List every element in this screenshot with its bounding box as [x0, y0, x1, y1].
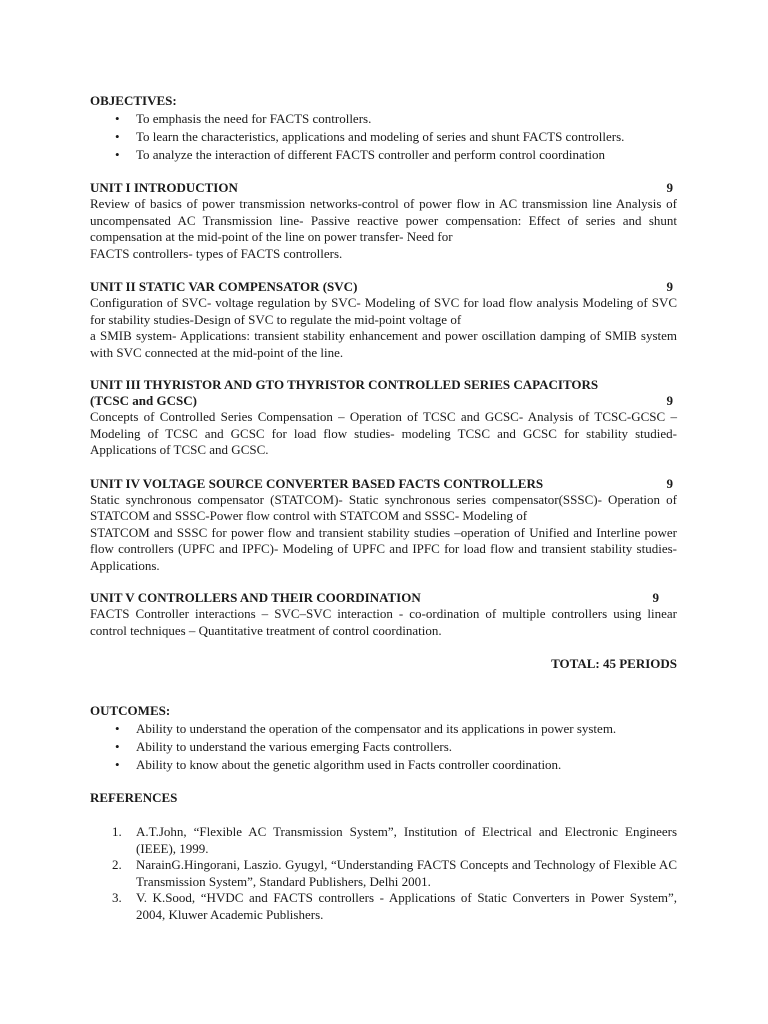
- unit-paragraph: a SMIB system- Applications: transient stability enhancement and power oscillation damping of SMIB system with SVC connected at the mid-point of the line.: [90, 328, 677, 360]
- unit-hours: 9: [652, 590, 659, 605]
- outcomes-list: [90, 720, 677, 774]
- unit-paragraph: Static synchronous compensator (STATCOM)- Static synchronous series compensator(SSSC)- Operation of STATCOM and SSSC-Power flow control with STATCOM and SSSC- Modeling of: [90, 491, 677, 523]
- unit-title: UNIT I INTRODUCTION: [90, 180, 238, 195]
- unit-3: [90, 377, 677, 459]
- objectives-heading: OBJECTIVES:: [90, 93, 177, 108]
- unit-heading: [90, 279, 677, 295]
- unit-hours: 9: [666, 475, 673, 491]
- unit-title: UNIT V CONTROLLERS AND THEIR COORDINATION: [90, 590, 421, 605]
- outcome-item: • Ability to know about the genetic algorithm used in Facts controller coordination.: [136, 756, 677, 774]
- unit-paragraph: FACTS Controller interactions – SVC–SVC interaction - co-ordination of multiple controllers using linear control techniques – Quantitative treatment of control coordination.: [90, 606, 677, 638]
- reference-item: [112, 857, 677, 890]
- references-section: [90, 790, 677, 923]
- unit-title: UNIT III THYRISTOR AND GTO THYRISTOR CONTROLLED SERIES CAPACITORS: [90, 377, 599, 392]
- references-list: [90, 824, 677, 923]
- total-periods: TOTAL: 45 PERIODS: [551, 656, 677, 671]
- unit-2: [90, 279, 677, 361]
- unit-heading: [90, 590, 677, 606]
- unit-body: [90, 295, 677, 361]
- unit-title-line: [90, 377, 677, 393]
- objective-item: • To learn the characteristics, applications and modeling of series and shunt FACTS controllers.: [136, 128, 677, 146]
- unit-title: UNIT IV VOLTAGE SOURCE CONVERTER BASED FACTS CONTROLLERS: [90, 475, 544, 491]
- unit-heading: [90, 180, 677, 196]
- reference-item: [112, 824, 677, 857]
- outcomes-section: [90, 703, 677, 774]
- unit-paragraph: FACTS controllers- types of FACTS controllers.: [90, 245, 343, 261]
- unit-1: [90, 180, 677, 262]
- reference-text: A.T.John, “Flexible AC Transmission System”, Institution of Electrical and Electronic Engineers (IEEE), 1999.: [136, 824, 677, 856]
- objective-item: • To emphasis the need for FACTS controllers.: [136, 110, 677, 128]
- unit-paragraph: Review of basics of power transmission networks-control of power flow in AC transmission line Analysis of uncompensated AC Transmission line- Passive reactive power compensation: Effect of series and shunt compensation at the mid-point of the line on power transfer- Need for: [90, 196, 677, 244]
- unit-body: [90, 492, 677, 575]
- unit-5: [90, 590, 677, 639]
- objective-item: • To analyze the interaction of different FACTS controller and perform control coordination: [136, 146, 677, 164]
- outcome-item: • Ability to understand the operation of the compensator and its applications in power system.: [136, 720, 677, 738]
- outcomes-heading: OUTCOMES:: [90, 703, 171, 718]
- reference-number: 1.: [112, 824, 122, 839]
- unit-body: [90, 196, 677, 262]
- syllabus-page: [90, 93, 677, 923]
- unit-title: UNIT II STATIC VAR COMPENSATOR (SVC): [90, 279, 358, 294]
- unit-paragraph: STATCOM and SSSC for power flow and transient stability studies –operation of Unified and Interline power flow controllers (UPFC and IPFC)- Modeling of UPFC and IPFC for load flow and transient stability studies- Applications.: [90, 524, 677, 573]
- reference-number: 2.: [112, 857, 122, 872]
- objectives-list: [90, 110, 677, 164]
- reference-number: 3.: [112, 890, 122, 905]
- unit-body: [90, 606, 677, 639]
- reference-text: V. K.Sood, “HVDC and FACTS controllers - Applications of Static Converters in Power System”, 2004, Kluwer Academic Publishers.: [136, 890, 677, 922]
- unit-heading: [90, 476, 677, 492]
- reference-text: NarainG.Hingorani, Laszio. Gyugyl, “Understanding FACTS Concepts and Technology of Flexible AC Transmission System”, Standard Publishers, Delhi 2001.: [136, 857, 677, 889]
- unit-title-continued: (TCSC and GCSC): [90, 393, 197, 408]
- references-heading: REFERENCES: [90, 790, 178, 805]
- unit-hours: 9: [666, 279, 673, 294]
- unit-4: [90, 476, 677, 575]
- unit-paragraph: Configuration of SVC- voltage regulation by SVC- Modeling of SVC for load flow analysis Modeling of SVC for stability studies-Design of SVC to regulate the mid-point voltage of: [90, 295, 677, 327]
- unit-title-line: [90, 393, 677, 409]
- unit-hours: 9: [666, 393, 673, 408]
- unit-body: [90, 409, 677, 459]
- unit-paragraph: Concepts of Controlled Series Compensation – Operation of TCSC and GCSC- Analysis of TCSC-GCSC – Modeling of TCSC and GCSC for load flow studies- modeling TCSC and GCSC for stability studied- Applications of TCSC and GCSC.: [90, 409, 677, 457]
- reference-item: [112, 890, 677, 923]
- outcome-item: • Ability to understand the various emerging Facts controllers.: [136, 738, 677, 756]
- objectives-section: [90, 93, 677, 164]
- unit-hours: 9: [666, 180, 673, 195]
- unit-heading: [90, 377, 677, 409]
